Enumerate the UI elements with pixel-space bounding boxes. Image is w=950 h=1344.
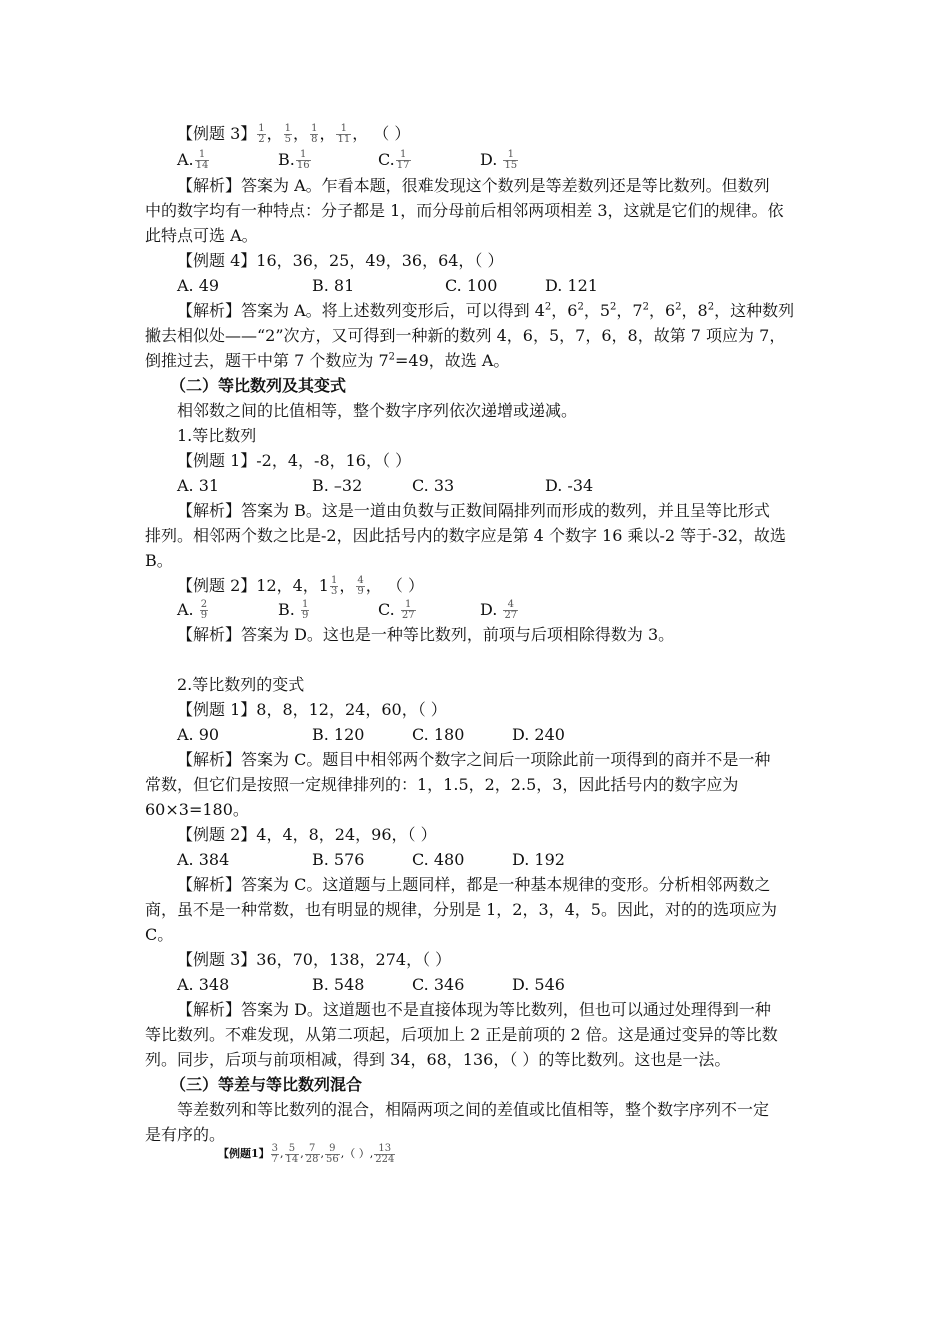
fraction-denominator: 11 <box>337 134 351 145</box>
section-intro: 是有序的。 <box>145 1125 226 1144</box>
option-c: C. 33 <box>412 476 455 495</box>
option-a: A. 31 <box>177 476 220 495</box>
fraction <box>356 576 364 597</box>
fraction-numerator: 3 <box>271 1142 279 1154</box>
analysis-line: 【解析】答案为 A。将上述数列变形后，可以得到 $4^2$，$6^2$，$5^2$，$7^2$，$6^2$，$8^2$，这种数列 <box>177 301 795 320</box>
fraction <box>200 600 208 621</box>
option-d: D. $\frac{4}{27}$ <box>480 599 518 621</box>
fraction <box>285 1144 300 1165</box>
analysis-line: B。 <box>145 551 173 570</box>
fraction-denominator: 28 <box>305 1153 319 1165</box>
fraction-denominator: 27 <box>401 610 415 621</box>
example-question: 【例题 1】8，8，12，24，60，（ ） <box>177 700 447 719</box>
fraction <box>195 150 210 171</box>
fraction-denominator: 8 <box>311 134 318 145</box>
fraction <box>325 1144 340 1165</box>
fraction <box>296 150 311 171</box>
option-d: D. 546 <box>512 975 565 994</box>
fraction <box>305 1144 320 1165</box>
option-a: A. $\frac{1}{14}$ <box>177 149 209 171</box>
option-b: B. 548 <box>312 975 365 994</box>
section-intro: 等差数列和等比数列的混合，相隔两项之间的差值或比值相等，整个数字序列不一定 <box>177 1100 770 1119</box>
fraction-denominator: 15 <box>504 160 518 171</box>
fraction-numerator: 1 <box>301 599 309 610</box>
fraction-numerator: 1 <box>258 123 265 134</box>
fraction-numerator: 1 <box>405 599 412 610</box>
section-heading: （三）等差与等比数列混合 <box>170 1075 363 1094</box>
fraction-denominator: 224 <box>375 1153 395 1165</box>
analysis-line: 60×3=180。 <box>145 800 249 819</box>
option-b: B. $\frac{1}{16}$ <box>278 149 310 171</box>
fraction-denominator: 3 <box>331 586 338 597</box>
option-a: A. 90 <box>177 725 220 744</box>
fraction-denominator: 27 <box>504 610 518 621</box>
analysis-line: 【解析】答案为 A。乍看本题，很难发现这个数列是等差数列还是等比数列。但数列 <box>177 176 770 195</box>
option-b: B. –32 <box>312 476 363 495</box>
section-heading: （二）等比数列及其变式 <box>170 376 347 395</box>
fraction <box>330 576 338 597</box>
fraction-denominator: 9 <box>357 586 364 597</box>
fraction <box>401 600 416 621</box>
option-c: C. 480 <box>412 850 465 869</box>
fraction-numerator: 1 <box>340 123 347 134</box>
analysis-line: 【解析】答案为 D。这也是一种等比数列，前项与后项相除得数为 3。 <box>177 625 675 644</box>
fraction-denominator: 7 <box>271 1153 279 1165</box>
analysis-line: 等比数列。不难发现，从第二项起，后项加上 2 正是前项的 2 倍。这是通过变异的等比数 <box>145 1025 778 1044</box>
analysis-line: 撇去相似处——“2”次方，又可得到一种新的数列 4，6，5，7，6，8，故第 7 项应为 7， <box>145 326 786 345</box>
fraction-numerator: 4 <box>357 575 364 586</box>
example-3-question: 【例题 3】 $\frac{1}{2}$ ， $\frac{1}{5}$ ， $\frac{1}{8}$ ， $\frac{1}{11}$ ， （ ） <box>177 123 411 145</box>
fraction-numerator: 9 <box>329 1142 336 1154</box>
option-d: D. $\frac{1}{15}$ <box>480 149 518 171</box>
fraction-numerator: 1 <box>300 149 307 160</box>
fraction <box>396 150 411 171</box>
fraction <box>257 124 265 145</box>
option-b: B. 81 <box>312 276 355 295</box>
fraction-numerator: 1 <box>399 149 407 160</box>
fraction-numerator: 7 <box>308 1142 316 1154</box>
fraction-denominator: 16 <box>296 160 310 171</box>
analysis-line: 【解析】答案为 C。题目中相邻两个数字之间后一项除此前一项得到的商并不是一种 <box>177 750 771 769</box>
option-a: A. $\frac{2}{9}$ <box>177 599 208 621</box>
fraction-denominator: 14 <box>195 160 209 171</box>
analysis-line: C。 <box>145 925 174 944</box>
example-question: 【例题 2】4，4，8，24，96，（ ） <box>177 825 437 844</box>
fraction <box>336 124 351 145</box>
option-c: C. 180 <box>412 725 465 744</box>
analysis-line: 中的数字均有一种特点：分子都是 1，而分母前后相邻两项相差 3，这就是它们的规律。依 <box>145 201 784 220</box>
fraction-numerator: 1 <box>198 149 206 160</box>
fraction-denominator: 5 <box>284 134 292 145</box>
analysis-line: 列。同步，后项与前项相减，得到 34，68，136，（ ）的等比数列。这也是一法。 <box>145 1050 731 1069</box>
option-c: C. $\frac{1}{17}$ <box>378 149 410 171</box>
fraction <box>271 1144 279 1165</box>
fraction <box>503 150 518 171</box>
subsection-title: 1.等比数列 <box>177 426 257 445</box>
analysis-line: 【解析】答案为 D。这道题也不是直接体现为等比数列，但也可以通过处理得到一种 <box>177 1000 771 1019</box>
fraction-numerator: 2 <box>200 599 208 610</box>
analysis-line: 倒推过去，题干中第 7 个数应为 $7^2=49$，故选 A。 <box>145 351 510 370</box>
fraction-numerator: 5 <box>288 1142 296 1154</box>
subsection-title: 2.等比数列的变式 <box>177 675 305 694</box>
example-question: 【例题 1】-2，4，-8，16，（ ） <box>177 451 412 470</box>
example-question: 【例题 3】36，70，138，274，（ ） <box>177 950 452 969</box>
example-question: 【例题 2】12，4，1 $\frac{1}{3}$ ， $\frac{4}{9}$ ， （ ） <box>177 575 424 597</box>
analysis-line: 【解析】答案为 B。这是一道由负数与正数间隔排列而形成的数列，并且呈等比形式 <box>177 501 770 520</box>
option-d: D. 240 <box>512 725 565 744</box>
fraction-numerator: 1 <box>331 575 338 586</box>
fraction-numerator: 1 <box>311 123 318 134</box>
option-d: D. 192 <box>512 850 565 869</box>
fraction-denominator: 56 <box>326 1153 339 1165</box>
option-b: B. $\frac{1}{9}$ <box>278 599 309 621</box>
analysis-line: 常数，但它们是按照一定规律排列的：1，1.5，2，2.5，3，因此括号内的数字应为 <box>145 775 739 794</box>
option-c: C. $\frac{1}{27}$ <box>378 599 415 621</box>
option-a: A. 348 <box>177 975 230 994</box>
example-4-question: 【例题 4】16，36，25，49，36，64，（ ） <box>177 251 504 270</box>
analysis-line: 排列。相邻两个数之比是-2，因此括号内的数字应是第 4 个数字 16 乘以-2 等于-32，故选 <box>145 526 786 545</box>
option-b: B. 576 <box>312 850 365 869</box>
analysis-line: 商，虽不是一种常数，也有明显的规律，分别是 1，2，3，4，5。因此，对的的选项应为 <box>145 900 777 919</box>
option-a: A. 49 <box>177 276 220 295</box>
fraction-numerator: 13 <box>378 1142 392 1154</box>
fraction <box>284 124 292 145</box>
analysis-line: 【解析】答案为 C。这道题与上题同样，都是一种基本规律的变形。分析相邻两数之 <box>177 875 771 894</box>
fraction <box>503 600 518 621</box>
mixed-example-1: 【例题1】 $\frac{3}{7}$ , $\frac{5}{14}$ , $\frac{7}{28}$ , $\frac{9}{56}$ ,（ ）, $\frac{13}{224}$ <box>218 1142 395 1165</box>
option-d: D. 121 <box>545 276 598 295</box>
fraction-denominator: 2 <box>258 134 265 145</box>
fraction-numerator: 1 <box>284 123 292 134</box>
fraction-denominator: 9 <box>301 610 309 621</box>
fraction-denominator: 14 <box>285 1153 299 1165</box>
fraction <box>310 124 318 145</box>
fraction-numerator: 4 <box>507 599 514 610</box>
fraction-denominator: 9 <box>200 610 208 621</box>
option-c: C. 100 <box>445 276 498 295</box>
fraction-numerator: 1 <box>507 149 514 160</box>
section-intro: 相邻数之间的比值相等，整个数字序列依次递增或递减。 <box>177 401 578 420</box>
option-d: D. -34 <box>545 476 594 495</box>
fraction-denominator: 17 <box>396 160 410 171</box>
option-c: C. 346 <box>412 975 465 994</box>
fraction <box>374 1144 395 1165</box>
analysis-line: 此特点可选 A。 <box>145 226 258 245</box>
option-a: A. 384 <box>177 850 230 869</box>
option-b: B. 120 <box>312 725 365 744</box>
fraction <box>301 600 309 621</box>
